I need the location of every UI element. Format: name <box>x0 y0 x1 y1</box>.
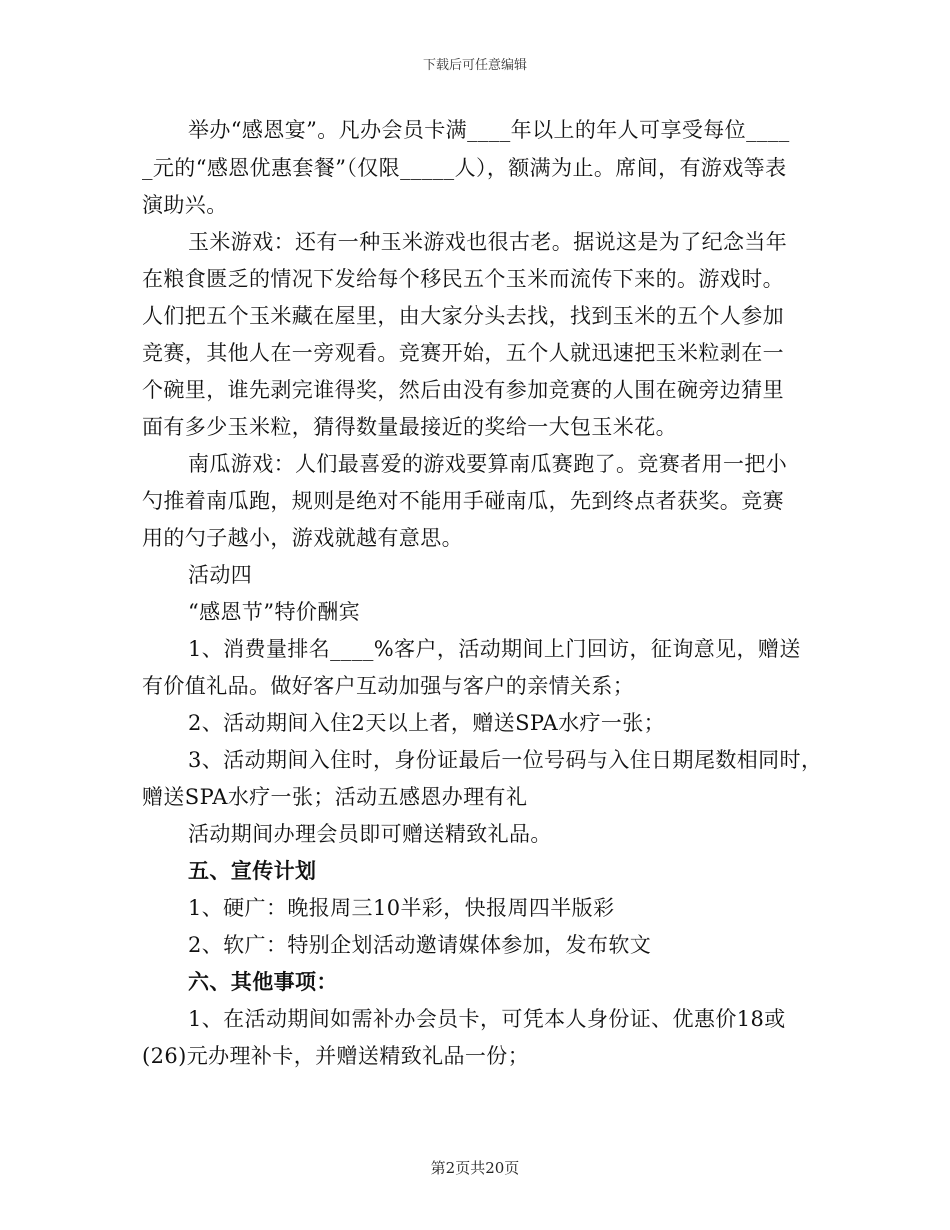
paragraph-line: 个碗里，谁先剥完谁得奖，然后由没有参加竞赛的人围在碗旁边猜里 <box>142 378 784 402</box>
paragraph-line: 人们把五个玉米藏在屋里，由大家分头去找，找到玉米的五个人参加 <box>142 304 784 328</box>
list-item: 1、在活动期间如需补办会员卡，可凭本人身份证、优惠价18或 <box>188 1007 786 1031</box>
paragraph-line: (26)元办理补卡，并赠送精致礼品一份； <box>142 1044 530 1068</box>
section-heading: 六、其他事项： <box>188 969 338 994</box>
page-header: 下载后可任意编辑 <box>422 58 527 73</box>
paragraph-line: 面有多少玉米粒，猜得数量最接近的奖给一大包玉米花。 <box>142 415 677 439</box>
paragraph-line: 南瓜游戏：人们最喜爱的游戏要算南瓜赛跑了。竞赛者用一把小 <box>188 452 788 476</box>
section-subtitle: “感恩节”特价酬宾 <box>188 600 361 624</box>
paragraph-line: 玉米游戏：还有一种玉米游戏也很古老。据说这是为了纪念当年 <box>188 230 788 254</box>
paragraph-line: 竞赛，其他人在一旁观看。竞赛开始，五个人就迅速把玉米粒剥在一 <box>142 341 784 365</box>
paragraph-line: 勺推着南瓜跑，规则是绝对不能用手碰南瓜，先到终点者获奖。竞赛 <box>142 489 784 513</box>
section-label: 活动四 <box>188 563 253 587</box>
paragraph-line: 用的勺子越小，游戏就越有意思。 <box>142 526 463 550</box>
paragraph-line: 举办“感恩宴”。凡办会员卡满____年以上的年人可享受每位____ <box>188 118 790 142</box>
list-item: 2、软广：特别企划活动邀请媒体参加，发布软文 <box>188 933 652 957</box>
list-item: 1、消费量排名____%客户，活动期间上门回访，征询意见，赠送 <box>188 637 801 661</box>
paragraph-line: 有价值礼品。做好客户互动加强与客户的亲情关系； <box>142 674 635 698</box>
list-item: 1、硬广：晚报周三10半彩，快报周四半版彩 <box>188 896 615 920</box>
paragraph-line: 活动期间办理会员即可赠送精致礼品。 <box>188 822 552 846</box>
list-item: 3、活动期间入住时，身份证最后一位号码与入住日期尾数相同时， <box>188 748 823 772</box>
page-footer: 第2页共20页 <box>430 1159 520 1177</box>
list-item: 2、活动期间入住2天以上者，赠送SPA水疗一张； <box>188 711 666 735</box>
paragraph-line: _元的“感恩优惠套餐”（仅限_____人），额满为止。席间，有游戏等表 <box>142 156 787 180</box>
section-heading: 五、宣传计划 <box>188 858 317 883</box>
paragraph-line: 在粮食匮乏的情况下发给每个移民五个玉米而流传下来的。游戏时。 <box>142 267 784 291</box>
paragraph-line: 演助兴。 <box>142 193 228 217</box>
paragraph-line: 赠送SPA水疗一张；活动五感恩办理有礼 <box>142 785 528 809</box>
